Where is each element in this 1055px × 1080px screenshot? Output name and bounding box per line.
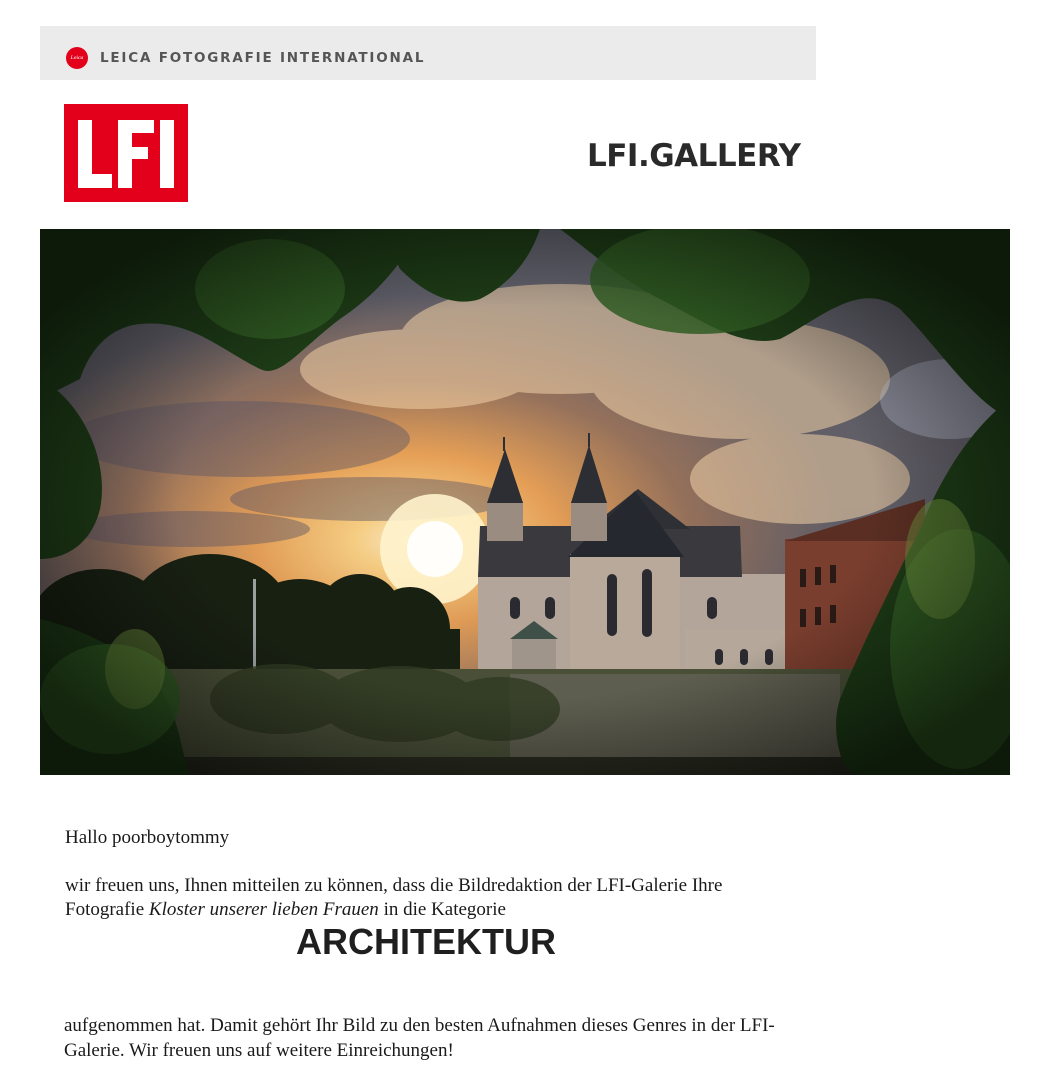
- intro-text: wir freuen uns, Ihnen mitteilen zu können, dass die Bildredaktion der LFI-Galerie Ihre Fotografie: [65, 875, 723, 920]
- category-heading: ARCHITEKTUR: [296, 921, 556, 962]
- intro-paragraph: [65, 874, 805, 922]
- brand-name: LEICA FOTOGRAFIE INTERNATIONAL: [100, 50, 426, 66]
- featured-photo[interactable]: [40, 229, 1010, 775]
- photo-title: Kloster unserer lieben Frauen: [148, 899, 379, 920]
- greeting-text: Hallo poorboytommy: [65, 827, 230, 848]
- outro-paragraph: aufgenommen hat. Damit gehört Ihr Bild zu den besten Aufnahmen dieses Genres in der LFI-Galerie. Wir freuen uns auf weitere Einreichungen!: [64, 1015, 775, 1061]
- intro-continuation: in die Kategorie: [383, 899, 506, 920]
- brand-header-bar: [40, 26, 816, 80]
- lfi-logo[interactable]: [64, 104, 188, 202]
- gallery-title[interactable]: LFI.GALLERY: [587, 138, 801, 174]
- monastery-photo-illustration: [40, 229, 1010, 775]
- leica-logo-icon: [66, 47, 88, 69]
- leica-badge-text: Leica: [70, 55, 84, 61]
